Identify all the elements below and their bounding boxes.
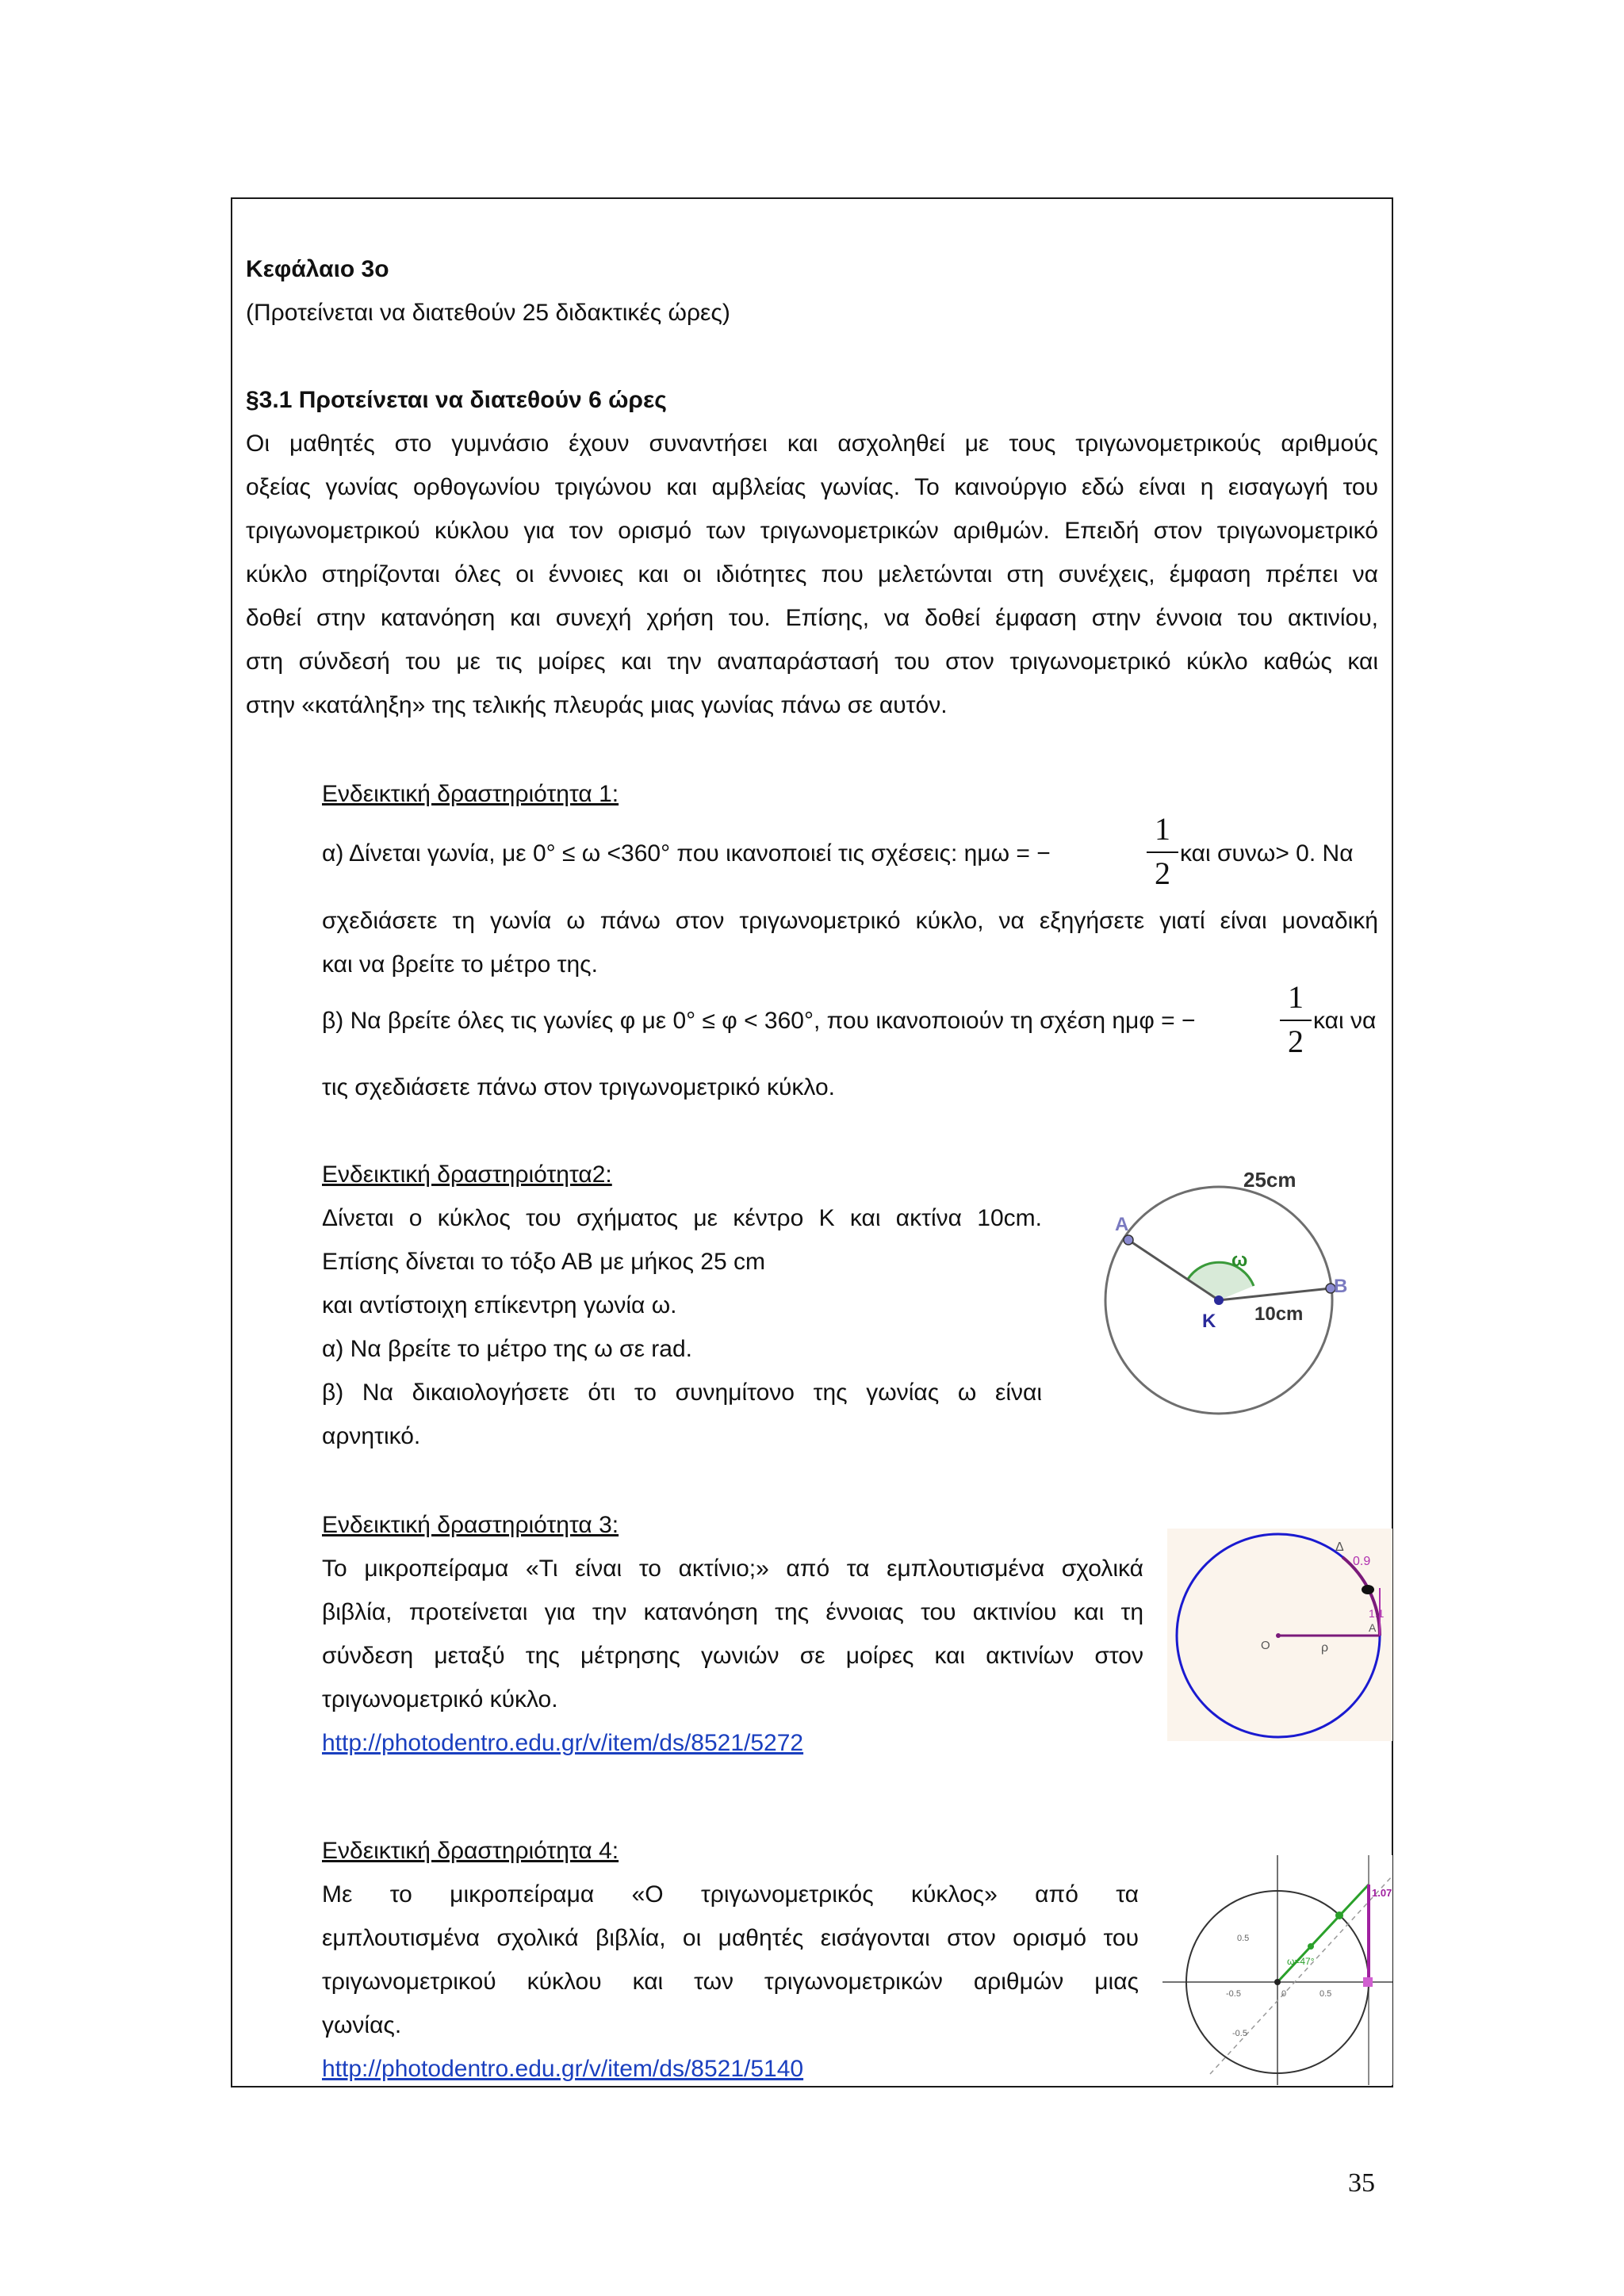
activity4-unit-circle-figure [1162,1855,1392,2085]
section-paragraph-line: οξείας γωνίας ορθογωνίου τριγώνου και αμβλείας γωνίας. Το καινούργιο εδώ είναι η εισαγωγή του [246,474,1378,500]
activity1-b-prefix: β) Να βρείτε όλες τις γωνίες φ με 0° ≤ φ < 360°, που ικανοποιούν τη σχέση ημφ = − [322,1008,1196,1034]
chapter-hours-note: (Προτείνεται να διατεθούν 25 διδακτικές ώρες) [246,300,730,326]
activity4-title: Ενδεικτική δραστηριότητα 4: [322,1838,619,1864]
radius-length-label: 10cm [1254,1303,1304,1325]
activity2-circle-figure [1086,1158,1364,1427]
activity3-line: βιβλία, προτείνεται για την κατανόηση της έννοιας του ακτινίου και τη [322,1599,1143,1625]
tangent-foot-marker [1363,1977,1373,1987]
activity1-a-frac-num: 1 [1155,811,1170,847]
arc-length-label: 25cm [1243,1168,1297,1192]
activity3-line: τριγωνομετρικό κύκλο. [322,1686,558,1712]
activity4-line: εμπλουτισμένα σχολικά βιβλία, οι μαθητές εισάγονται στον ορισμό του [322,1925,1139,1951]
activity2-title: Ενδεικτική δραστηριότητα2: [322,1161,612,1188]
angle-omega-label: ω [1231,1249,1248,1271]
page-number: 35 [1348,2168,1375,2198]
point-a-label: Α [1115,1214,1129,1235]
section-paragraph-line: τριγωνομετρικού κύκλου για τον ορισμό των τριγωνομετρικών αριθμών. Επειδή στον τριγωνομετρικό [246,518,1378,544]
section-paragraph-line: στη σύνδεσή του με τις μοίρες και την αναπαράστασή του στον τριγωνομετρικό κύκλο καθώς και [246,649,1378,675]
section-paragraph-line: στην «κατάληξη» της τελικής πλευράς μιας γωνίας πάνω σε αυτόν. [246,692,948,718]
section-paragraph-line: Οι μαθητές στο γυμνάσιο έχουν συναντήσει και ασχοληθεί με τους τριγωνομετρικούς αριθμούς [246,430,1378,457]
drag-handle-marker [1362,1585,1374,1594]
activity1-b-frac-den: 2 [1288,1024,1304,1059]
tick-label-y-neg: -0.5 [1232,2029,1247,2038]
activity2-line: β) Να δικαιολογήσετε ότι το συνημίτονο της γωνίας ω είναι [322,1380,1042,1406]
activity1-a-suffix: και συνω> 0. Να [1180,840,1354,867]
activity3-radian-figure [1167,1529,1392,1741]
section-heading: §3.1 Προτείνεται να διατεθούν 6 ώρες [246,387,667,413]
tick-label-y-pos: 0.5 [1237,1934,1250,1943]
activity2-line: Δίνεται ο κύκλος του σχήματος με κέντρο Κ και ακτίνα 10cm. [322,1205,1042,1231]
section-paragraph-line: δοθεί στην κατανόηση και συνεχή χρήση του. Επίσης, να δοθεί έμφαση στην έννοια του ακτινίου, [246,605,1378,631]
center-k-label: Κ [1202,1311,1216,1332]
activity1-a-line3: και να βρείτε το μέτρο της. [322,951,598,978]
center-k-marker [1214,1295,1224,1305]
activity3-line: σύνδεση μεταξύ της μέτρησης γωνιών σε μοίρες και ακτινίων στον [322,1643,1143,1669]
arc-value-label: 0.9 [1353,1555,1371,1568]
section-paragraph-line: κύκλο στηρίζονται όλες οι έννοιες και οι ιδιότητες που μελετώνται στη συνέχεις, έμφαση πρέπει να [246,561,1378,587]
activity4-line: τριγωνομετρικού κύκλου και των τριγωνομετρικών αριθμών μιας [322,1969,1139,1995]
point-m-marker [1335,1911,1343,1919]
point-inner-marker [1308,1943,1314,1950]
activity1-b-line2: τις σχεδιάσετε πάνω στον τριγωνομετρικό κύκλο. [322,1074,835,1100]
tick-label-x-neg: -0.5 [1226,1989,1241,1999]
activity1-a-frac-bar [1147,851,1178,853]
activity3-line: Το μικροπείραμα «Τι είναι το ακτίνιο;» από τα εμπλουτισμένα σχολικά [322,1556,1143,1582]
activity1-title: Ενδεικτική δραστηριότητα 1: [322,781,619,807]
activity1-b-suffix: και να [1313,1008,1377,1034]
chapter-title: Κεφάλαιο 3ο [246,256,389,282]
origin-marker [1274,1979,1281,1985]
origin-marker [1276,1633,1281,1638]
rho-label: ρ [1321,1641,1329,1655]
activity1-a-line2: σχεδιάσετε τη γωνία ω πάνω στον τριγωνομετρικό κύκλο, να εξηγήσετε γιατί είναι μοναδική [322,908,1378,934]
activity1-b-frac-num: 1 [1288,979,1304,1015]
activity1-a-prefix: α) Δίνεται γωνία, με 0° ≤ ω <360° που ικανοποιεί τις σχέσεις: ημω = − [322,840,1051,867]
activity2-line: α) Να βρείτε το μέτρο της ω σε rad. [322,1336,692,1362]
activity2-line: και αντίστοιχη επίκεντρη γωνία ω. [322,1292,677,1318]
activity3-title: Ενδεικτική δραστηριότητα 3: [322,1512,619,1538]
activity2-line: αρνητικό. [322,1423,421,1449]
activity4-link[interactable]: http://photodentro.edu.gr/v/item/ds/8521/5140 [322,2056,804,2082]
point-a-marker [1124,1235,1133,1245]
tick-label-x-pos: 0.5 [1320,1989,1332,1999]
activity4-line: γωνίας. [322,2012,402,2038]
tick-label-zero: 0 [1281,1989,1287,1999]
point-a-label: A [1369,1621,1377,1634]
tan-value-label: 1.07 [1372,1887,1392,1899]
point-b-label: Β [1334,1276,1348,1297]
activity4-line: Με το μικροπείραμα «Ο τριγωνομετρικός κύκλος» από τα [322,1881,1139,1908]
origin-label: O [1261,1639,1270,1652]
angle-label: ω=47° [1287,1956,1315,1967]
activity1-b-frac-bar [1280,1020,1312,1021]
activity1-a-frac-den: 2 [1155,855,1170,891]
tangent-value-label: 1.1 [1369,1607,1385,1620]
activity3-link[interactable]: http://photodentro.edu.gr/v/item/ds/8521/5272 [322,1730,804,1756]
delta-label: Δ [1335,1540,1344,1554]
activity2-line: Επίσης δίνεται το τόξο ΑΒ με μήκος 25 cm [322,1249,765,1275]
